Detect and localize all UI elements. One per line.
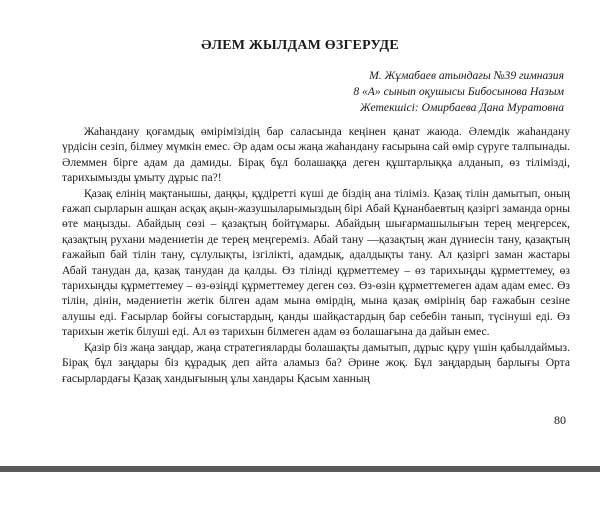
document-title: ӘЛЕМ ЖЫЛДАМ ӨЗГЕРУДЕ — [201, 38, 399, 53]
body-text — [62, 125, 570, 387]
paragraph-1: Жаһандану қоғамдық өмірімізідің бар саласында кеңінен қанат жаюда. Әлемдік жаһандану үрдісін сезіп, білмеу мүмкін емес. Әр адам осы жаңа жаһандану ғасырына сай өмір сүруге талпынады. Әлеммен бірге адам да дамиды. Бірақ бұл болашаққа деген құштарлыққа алданып, өз тілімізді, тарихымызды ұмыту дұрыс па?! — [62, 126, 570, 185]
author-block — [164, 68, 564, 116]
author-school: М. Жұмабаев атындағы №39 гимназия — [369, 69, 564, 82]
page-number: 80 — [554, 413, 566, 427]
paragraph-3: Қазір біз жаңа заңдар, жаңа стратегияларды болашақты дамытып, дұрыс құру үшін қабылдаймыз. Бірақ бұл заңдары біз құрадық деп айта аламыз ба? Әрине жоқ. Бұл заңдардың барлығы Орта ғасырлардағы Қазақ хандығының ұлы хандары Қасым ханның — [62, 341, 570, 385]
author-student: 8 «А» сынып оқушысы Бибосынова Назым — [353, 85, 564, 98]
author-supervisor: Жетекшісі: Омирбаева Дана Муратовна — [359, 101, 564, 114]
footer-divider — [0, 466, 600, 472]
paragraph-2: Қазақ елінің мақтанышы, даңқы, құдіретті күші де біздің ана тіліміз. Қазақ тілін дамытып, оның ғажап сырларын ашқан асқақ ақын-жазушыларымыздың бірі Абай Құнанбаевтың қазіргі заманда орны өте маңызды. Абайдың сөзі – қазақтың бойтұмары. Абайдың шығармашылығын терең меңгерсек, қазақтың рухани мәдениетін де терең меңгереміз. Абай тану —қазақтың жан дүниесін тану, қазақтың ғажайып бай тілін тану, сұлулықты, ізгілікті, адамдық, адалдықты тану. Ал қазіргі заман жастары Абай танудан да, қазақ танудан да қалды. Өз тілінді құрметтемеу – өз тарихыңды құрметтемеу, өз тарихыңды құрметтемеу – өз-өзіңді құрметтемеу деген сөз. Өз-өзін құрметтемеген адам адам емес. Өз тілін, дінін, мәдениетін жетік білген адам мына өмірдің, мына қазақ өмірінің бар ғажабын сезіне алушы еді. Ғасырлар бойғы соғыстардың, қанды шайқастардың бар себебін танып, түсінуші еді. Өз тарихын жетік білуші еді. Ал өз тарихын білмеген адам өз болашағына да дайын емес. — [62, 187, 570, 339]
